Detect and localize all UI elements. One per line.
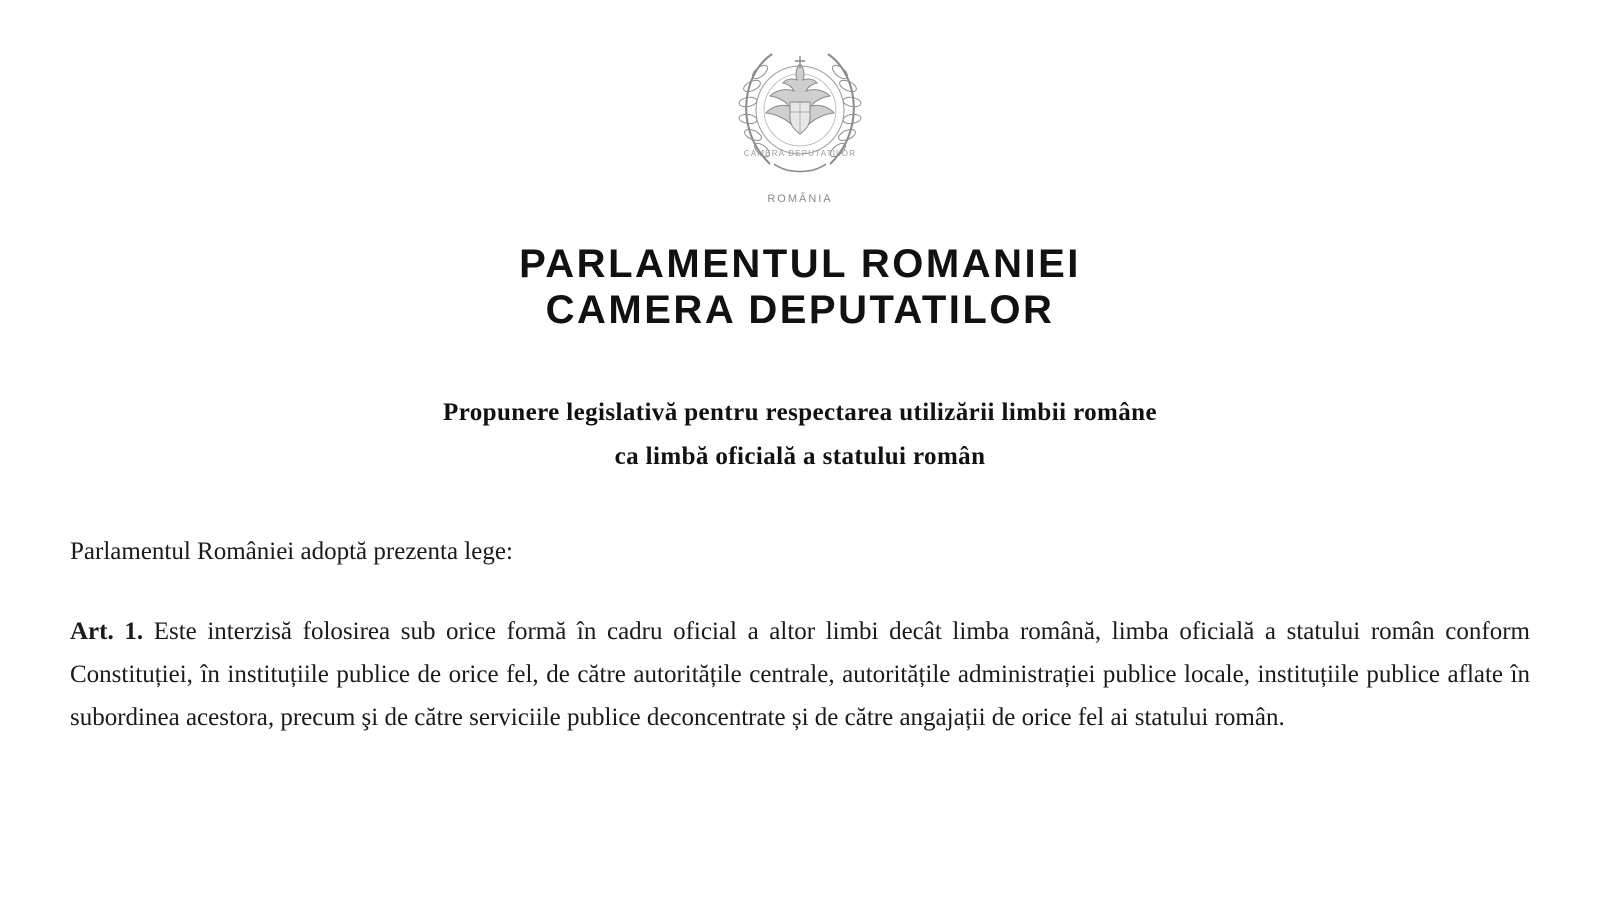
document-intro: Parlamentul României adoptă prezenta lege: — [70, 537, 513, 565]
article-paragraph — [70, 610, 1530, 739]
institution-title — [70, 241, 1530, 333]
article-label: Art. 1. — [70, 618, 144, 645]
article-text: Este interzisă folosirea sub orice formă în cadru oficial a altor limbi decât limba română, limba oficială a statului român conform Constituției, în instituțiile publice de orice fel, de către autoritățile centrale, autoritățile administrației publice locale, instituțiile publice aflate în subordinea acestora, precum şi de către serviciile publice deconcentrate și de către angajații de orice fel ai statului român. — [70, 618, 1530, 731]
coat-of-arms-romania-chamber-of-deputies-icon — [700, 24, 900, 199]
emblem-block — [700, 24, 900, 205]
emblem-container — [70, 0, 1530, 205]
emblem-caption: ROMÂNIA — [767, 193, 833, 205]
document-title-line1: Propunere legislativă pentru respectarea utilizării limbii române — [443, 399, 1157, 426]
institution-title-line2: CAMERA DEPUTATILOR — [545, 288, 1055, 332]
institution-title-line1: PARLAMENTUL ROMANIEI — [519, 242, 1081, 286]
document-title-line2: ca limbă oficială a statului român — [614, 442, 986, 470]
emblem-ring-text: CAMERA DEPUTATILOR — [743, 149, 857, 158]
document-title — [70, 391, 1530, 479]
